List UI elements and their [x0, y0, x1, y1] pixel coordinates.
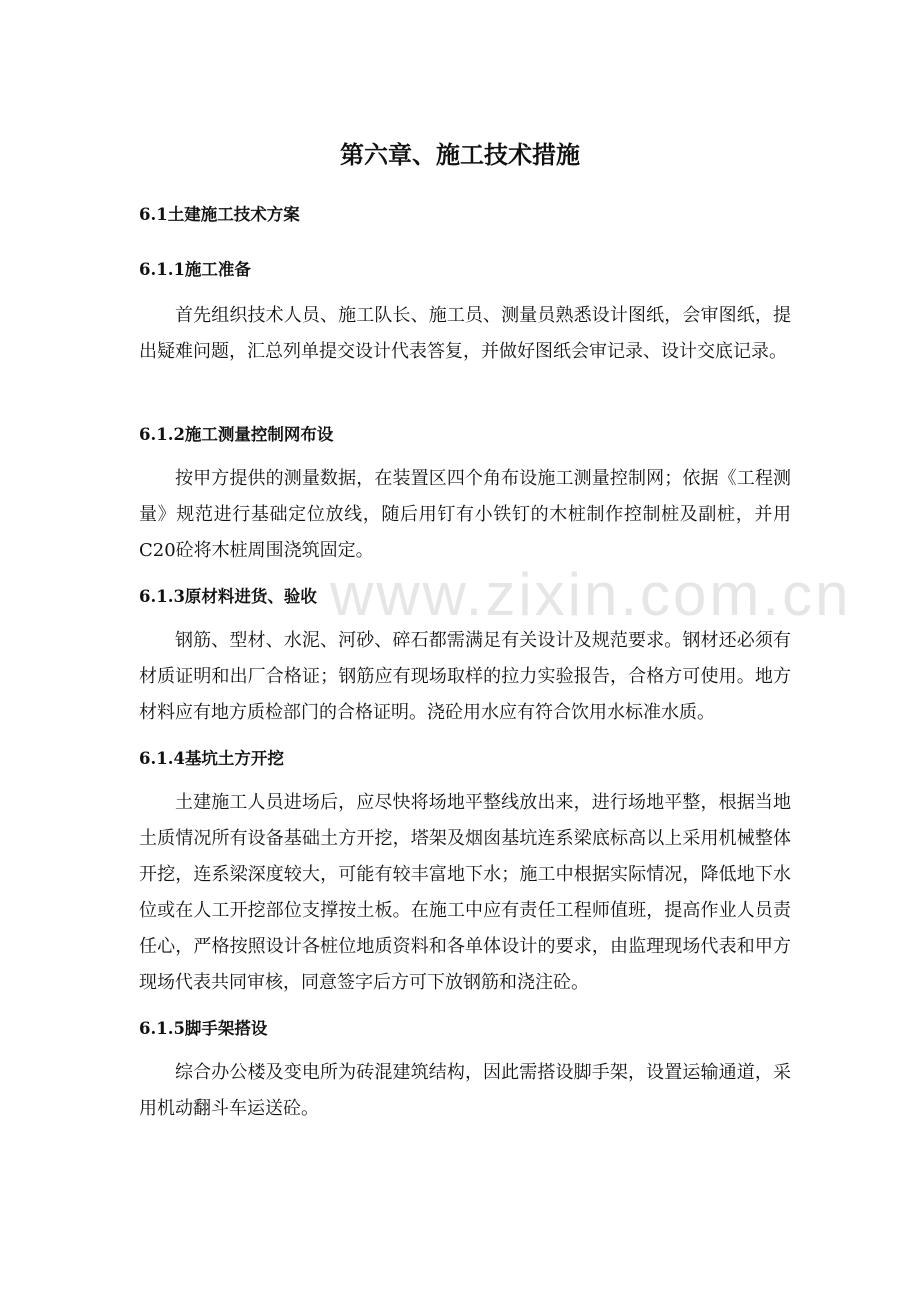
watermark: www.zixin.com.cn [330, 561, 852, 628]
paragraph-6-1-2: 按甲方提供的测量数据，在装置区四个角布设施工测量控制网；依据《工程测量》规范进行基础定位放线，随后用钉有小铁钉的木桩制作控制桩及副桩，并用C20砼将木桩周围浇筑固定。 [139, 468, 791, 561]
paragraph-6-1-4: 土建施工人员进场后，应尽快将场地平整线放出来，进行场地平整，根据当地土质情况所有设备基础土方开挖，塔架及烟囱基坑连系梁底标高以上采用机械整体开挖，连系梁深度较大，可能有较丰富地下水；施工中根据实际情况，降低地下水位或在人工开挖部位支撑按土板。在施工中应有责任工程师值班，提高作业人员责任心，严格按照设计各桩位地质资料和各单体设计的要求，由监理现场代表和甲方现场代表共同审核，同意签字后方可下放钢筋和浇注砼。 [139, 792, 791, 993]
subsection-heading-6-1-4: 6.1.4基坑土方开挖 [139, 749, 284, 768]
paragraph-6-1-3: 钢筋、型材、水泥、河砂、碎石都需满足有关设计及规范要求。钢材还必须有材质证明和出厂合格证；钢筋应有现场取样的拉力实验报告，合格方可使用。地方材料应有地方质检部门的合格证明。浇砼用水应有符合饮用水标准水质。 [139, 630, 791, 723]
subsection-heading-6-1-5: 6.1.5脚手架搭设 [139, 1019, 268, 1038]
subsection-heading-6-1-1: 6.1.1施工准备 [139, 260, 251, 279]
chapter-title: 第六章、施工技术措施 [340, 140, 580, 169]
subsection-heading-6-1-3: 6.1.3原材料进货、验收 [139, 587, 317, 606]
paragraph-6-1-5: 综合办公楼及变电所为砖混建筑结构，因此需搭设脚手架，设置运输通道，采用机动翻斗车运送砼。 [139, 1062, 791, 1119]
paragraph-6-1-1: 首先组织技术人员、施工队长、施工员、测量员熟悉设计图纸，会审图纸，提出疑难问题，汇总列单提交设计代表答复，并做好图纸会审记录、设计交底记录。 [139, 305, 791, 362]
section-heading: 6.1土建施工技术方案 [139, 205, 300, 224]
subsection-heading-6-1-2: 6.1.2施工测量控制网布设 [139, 425, 334, 444]
